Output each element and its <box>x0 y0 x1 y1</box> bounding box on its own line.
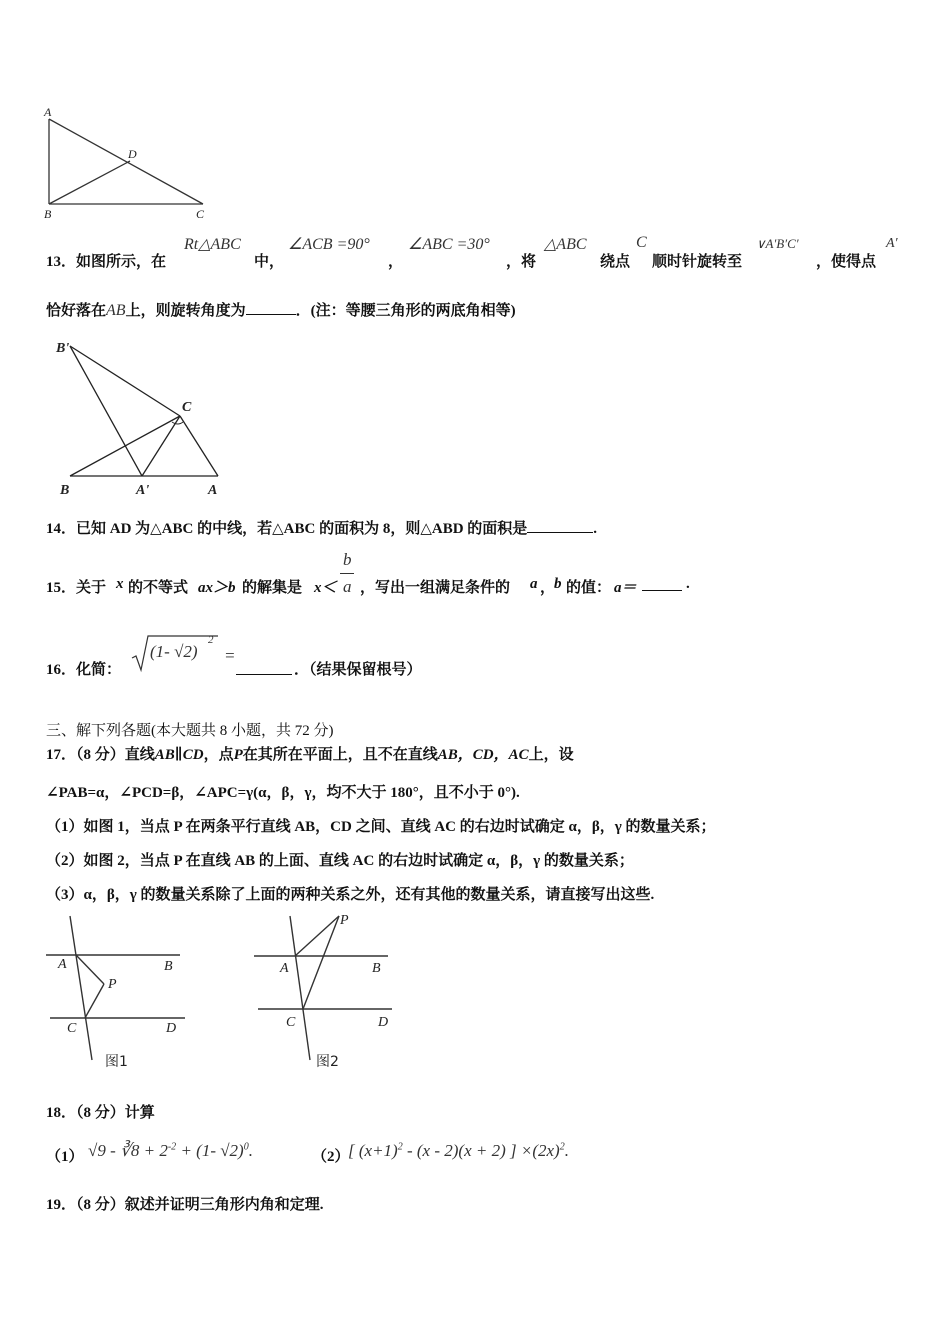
segment-c-a <box>180 416 218 476</box>
q13-text-b: 上，则旋转角度为 <box>125 303 246 319</box>
q18-part1-expr <box>88 1141 253 1161</box>
label-b: B <box>164 959 173 974</box>
q13-a-prime: A′ <box>886 236 898 251</box>
q17-line1 <box>46 743 574 764</box>
q14 <box>46 517 597 538</box>
q17-lines: AB，CD，AC <box>437 747 529 763</box>
segment-ap <box>295 916 339 956</box>
segment-bp-c <box>70 346 180 416</box>
label-b: B <box>60 483 70 498</box>
q18-p2-e: . <box>564 1141 569 1160</box>
q13-ab: AB <box>106 302 126 319</box>
q14-answer-blank[interactable] <box>527 518 593 533</box>
q13-angle-abc: ∠ABC =30° <box>408 236 490 253</box>
label-a: A <box>280 961 289 976</box>
q13-comma: ， <box>388 254 404 270</box>
q18-p2-c: - (x - 2)(x + 2) ] ×(2x) <box>402 1141 560 1160</box>
q14-end: . <box>593 521 598 537</box>
q15-frac-den: a <box>343 577 352 596</box>
q17-line2: ∠PAB=α，∠PCD=β，∠APC=γ(α，β，γ，均不大于 180°，且不小于 0°). <box>46 785 520 801</box>
label-c: C <box>67 1021 77 1036</box>
q15 <box>46 548 746 598</box>
q17-text-g: 上，设 <box>528 747 574 763</box>
q18-title: 18．（8 分）计算 <box>46 1105 155 1121</box>
q16-pre: 16．化简： <box>46 662 122 678</box>
q16-end: ．（结果保留根号） <box>294 662 422 678</box>
q15-end: . <box>686 576 690 592</box>
line-ac <box>290 916 310 1060</box>
label-b: B <box>44 207 52 221</box>
q15-x: x <box>116 576 124 592</box>
q13-text-a: 恰好落在 <box>46 303 107 319</box>
q18-p2-a: [ (x+1) <box>348 1141 398 1160</box>
label-c: C <box>196 207 205 221</box>
q17-part1: （1）如图 1，当点 P 在两条平行直线 AB，CD 之间、直线 AC 的右边时试确定 α，β，γ 的数量关系； <box>46 819 716 835</box>
segment-ap-c <box>142 416 180 476</box>
q13-shun: 顺时针旋转至 <box>652 254 743 270</box>
q13-jiang: ，将 <box>506 254 537 270</box>
label-a-prime: A' <box>136 483 150 498</box>
segment-pc <box>85 984 104 1018</box>
segment-pc <box>303 916 339 1009</box>
q17-text-e: 在其所在平面上，且不在直线 <box>242 747 438 763</box>
angle-arc <box>172 422 183 424</box>
q16-equals: = <box>224 646 236 665</box>
label-a: A <box>44 105 52 119</box>
figure-17-2 <box>252 910 402 1075</box>
label-c: C <box>286 1015 296 1030</box>
q17-part2: （2）如图 2，当点 P 在直线 AB 的上面、直线 AC 的右边时试确定 α，β，γ 的数量关系； <box>46 853 634 869</box>
q13-text-c: ．(注：等腰三角形的两底角相等) <box>295 303 516 319</box>
q18-p1-g: 0 <box>243 1141 249 1153</box>
q15-x-lt: x＜ <box>314 580 337 596</box>
q16 <box>46 628 646 680</box>
q18-part1-label: （1） <box>46 1149 84 1165</box>
q18-p1-e: -2 <box>167 1141 177 1153</box>
figure-rotation <box>52 332 232 502</box>
q13-angle-acb: ∠ACB =90° <box>288 236 370 253</box>
q15-mid1: 的不等式 <box>128 580 189 596</box>
q13-line2 <box>46 299 516 320</box>
q13-answer-blank[interactable] <box>246 300 296 315</box>
q18-p2-b: 2 <box>397 1141 403 1153</box>
q15-b: b <box>554 576 562 592</box>
q13-line1 <box>46 234 926 274</box>
q15-pre: 15．关于 <box>46 580 107 596</box>
q15-comma: ， <box>540 580 556 596</box>
q16-square: 2 <box>208 634 214 646</box>
label-d: D <box>128 147 137 161</box>
figure-17-1 <box>40 910 200 1075</box>
section-3-title: 三、解下列各题(本大题共 8 小题，共 72 分) <box>46 723 334 739</box>
figure-triangle-abd <box>40 100 220 225</box>
label-b-prime: B' <box>56 341 70 356</box>
label-c: C <box>182 400 192 415</box>
q13-point-c: C <box>636 234 647 251</box>
q17-text-a: 17．（8 分）直线 <box>46 747 155 763</box>
q13-triangle: △ABC <box>544 236 587 253</box>
q18-p1-d: + 2 <box>139 1141 168 1160</box>
q15-mid3: ，写出一组满足条件的 <box>360 580 511 596</box>
q15-a: a <box>530 576 538 592</box>
line-ac <box>70 916 92 1060</box>
label-p: P <box>108 977 117 992</box>
q17-text-c: ，点 <box>203 747 234 763</box>
q14-text: 14．已知 AD 为△ABC 的中线，若△ABC 的面积为 8，则△ABD 的面积是 <box>46 521 528 537</box>
q18-p1-h: . <box>248 1141 253 1160</box>
q15-frac-bar <box>340 573 354 574</box>
q15-mid2: 的解集是 <box>242 580 303 596</box>
q19: 19．（8 分）叙述并证明三角形内角和定理. <box>46 1197 324 1213</box>
caption: 图2 <box>316 1054 339 1070</box>
label-d: D <box>166 1021 177 1036</box>
q13-shide: ，使得点 <box>816 254 877 270</box>
label-p: P <box>340 913 349 928</box>
label-a: A <box>58 957 67 972</box>
q13-number: 13．如图所示，在 <box>46 254 167 270</box>
q15-inequality: ax＞b <box>198 580 236 596</box>
q15-mid4: 的值： <box>566 580 612 596</box>
q18-part2-expr <box>348 1141 569 1161</box>
q15-frac-num: b <box>343 550 352 569</box>
q17-part3: （3）α，β，γ 的数量关系除了上面的两种关系之外，还有其他的数量关系，请直接写出这些. <box>46 887 655 903</box>
q18-part2-label: （2） <box>312 1149 350 1165</box>
caption: 图1 <box>105 1054 128 1070</box>
q15-answer-blank[interactable] <box>642 576 682 591</box>
q16-answer-blank[interactable] <box>236 660 292 675</box>
q18-p2-d: 2 <box>559 1141 565 1153</box>
label-a: A <box>208 483 218 498</box>
q18-p1-c: ∛8 <box>120 1141 140 1160</box>
q16-radicand: (1- √2) <box>150 642 198 661</box>
q13-zhong: 中， <box>254 254 285 270</box>
label-d: D <box>378 1015 389 1030</box>
q17-ab-cd: AB∥CD <box>154 747 204 763</box>
q18-p1-a: √9 <box>88 1141 106 1160</box>
q15-a-eq: a＝ <box>614 580 637 596</box>
q18-p1-b: - <box>105 1141 121 1160</box>
label-b: B <box>372 961 381 976</box>
q13-rt-triangle: Rt△ABC <box>184 236 241 253</box>
q17-point-p: P <box>233 747 243 763</box>
q18-p1-f: + (1- √2) <box>176 1141 244 1160</box>
q13-prime-triangle: ∨A′B′C′ <box>756 236 799 251</box>
segment-bd <box>49 161 130 204</box>
q13-rao: 绕点 <box>600 254 631 270</box>
